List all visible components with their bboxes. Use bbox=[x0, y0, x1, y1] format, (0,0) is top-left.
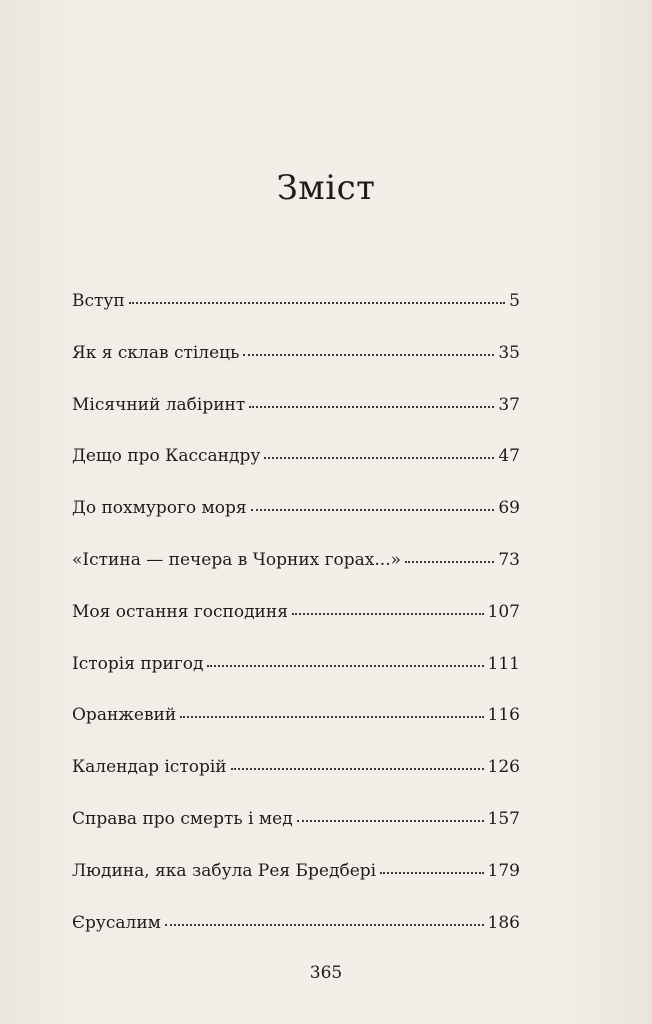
toc-entry bbox=[72, 808, 520, 860]
dot-leader bbox=[380, 872, 483, 874]
dot-leader bbox=[231, 768, 484, 770]
toc-entry bbox=[72, 601, 520, 653]
toc-entry-title: Вступ bbox=[72, 291, 125, 311]
dot-leader bbox=[292, 613, 484, 615]
dot-leader bbox=[405, 561, 494, 563]
toc-entry-page: 37 bbox=[498, 394, 520, 415]
toc-entry bbox=[72, 549, 520, 601]
page-number: 365 bbox=[309, 963, 343, 983]
toc-entry bbox=[72, 342, 520, 394]
dot-leader bbox=[180, 716, 483, 718]
table-of-contents bbox=[72, 290, 520, 963]
toc-entry bbox=[72, 445, 520, 497]
dot-leader bbox=[251, 509, 495, 511]
toc-entry bbox=[72, 497, 520, 549]
toc-entry-page: 157 bbox=[487, 808, 520, 829]
toc-entry-page: 126 bbox=[487, 757, 520, 778]
toc-entry-page: 116 bbox=[487, 705, 520, 726]
toc-entry-page: 111 bbox=[487, 653, 520, 674]
toc-entry bbox=[72, 756, 520, 808]
toc-entry-title: Оранжевий bbox=[72, 705, 177, 726]
toc-entry-title: Справа про смерть і мед bbox=[72, 808, 293, 829]
toc-entry bbox=[72, 912, 520, 964]
toc-entry-page: 47 bbox=[498, 446, 520, 467]
toc-entry bbox=[72, 653, 520, 705]
dot-leader bbox=[249, 406, 494, 408]
page-title: Зміст bbox=[276, 168, 376, 208]
toc-entry bbox=[72, 704, 520, 756]
toc-entry-title: Моя остання господиня bbox=[72, 601, 288, 622]
dot-leader bbox=[264, 457, 494, 459]
toc-entry-page: 107 bbox=[487, 601, 520, 622]
toc-entry-title: Місячний лабіринт bbox=[72, 394, 246, 415]
toc-entry-title: Дещо про Кассандру bbox=[72, 446, 261, 467]
toc-entry-title: Історія пригод bbox=[72, 653, 204, 674]
toc-entry-page: 69 bbox=[498, 498, 520, 519]
toc-entry bbox=[72, 860, 520, 912]
toc-entry-page: 179 bbox=[487, 860, 520, 881]
toc-entry-title: Людина, яка забула Рея Бредбері bbox=[72, 860, 377, 881]
toc-entry-page: 186 bbox=[487, 912, 520, 933]
toc-entry-title: Єрусалим bbox=[72, 912, 161, 933]
toc-entry-title: До похмурого моря bbox=[72, 498, 247, 519]
dot-leader bbox=[243, 354, 494, 356]
toc-entry-page: 73 bbox=[498, 549, 520, 570]
toc-entry-title: «Істина — печера в Чорних горах...» bbox=[72, 549, 402, 570]
dot-leader bbox=[207, 665, 483, 667]
dot-leader bbox=[297, 820, 484, 822]
toc-entry-title: Як я склав стілець bbox=[72, 342, 240, 363]
toc-entry bbox=[72, 290, 520, 342]
toc-entry-page: 5 bbox=[509, 291, 520, 311]
toc-entry-page: 35 bbox=[498, 342, 520, 363]
dot-leader bbox=[165, 924, 484, 926]
toc-entry-title: Календар історій bbox=[72, 757, 227, 778]
toc-entry bbox=[72, 394, 520, 446]
dot-leader bbox=[129, 302, 505, 304]
